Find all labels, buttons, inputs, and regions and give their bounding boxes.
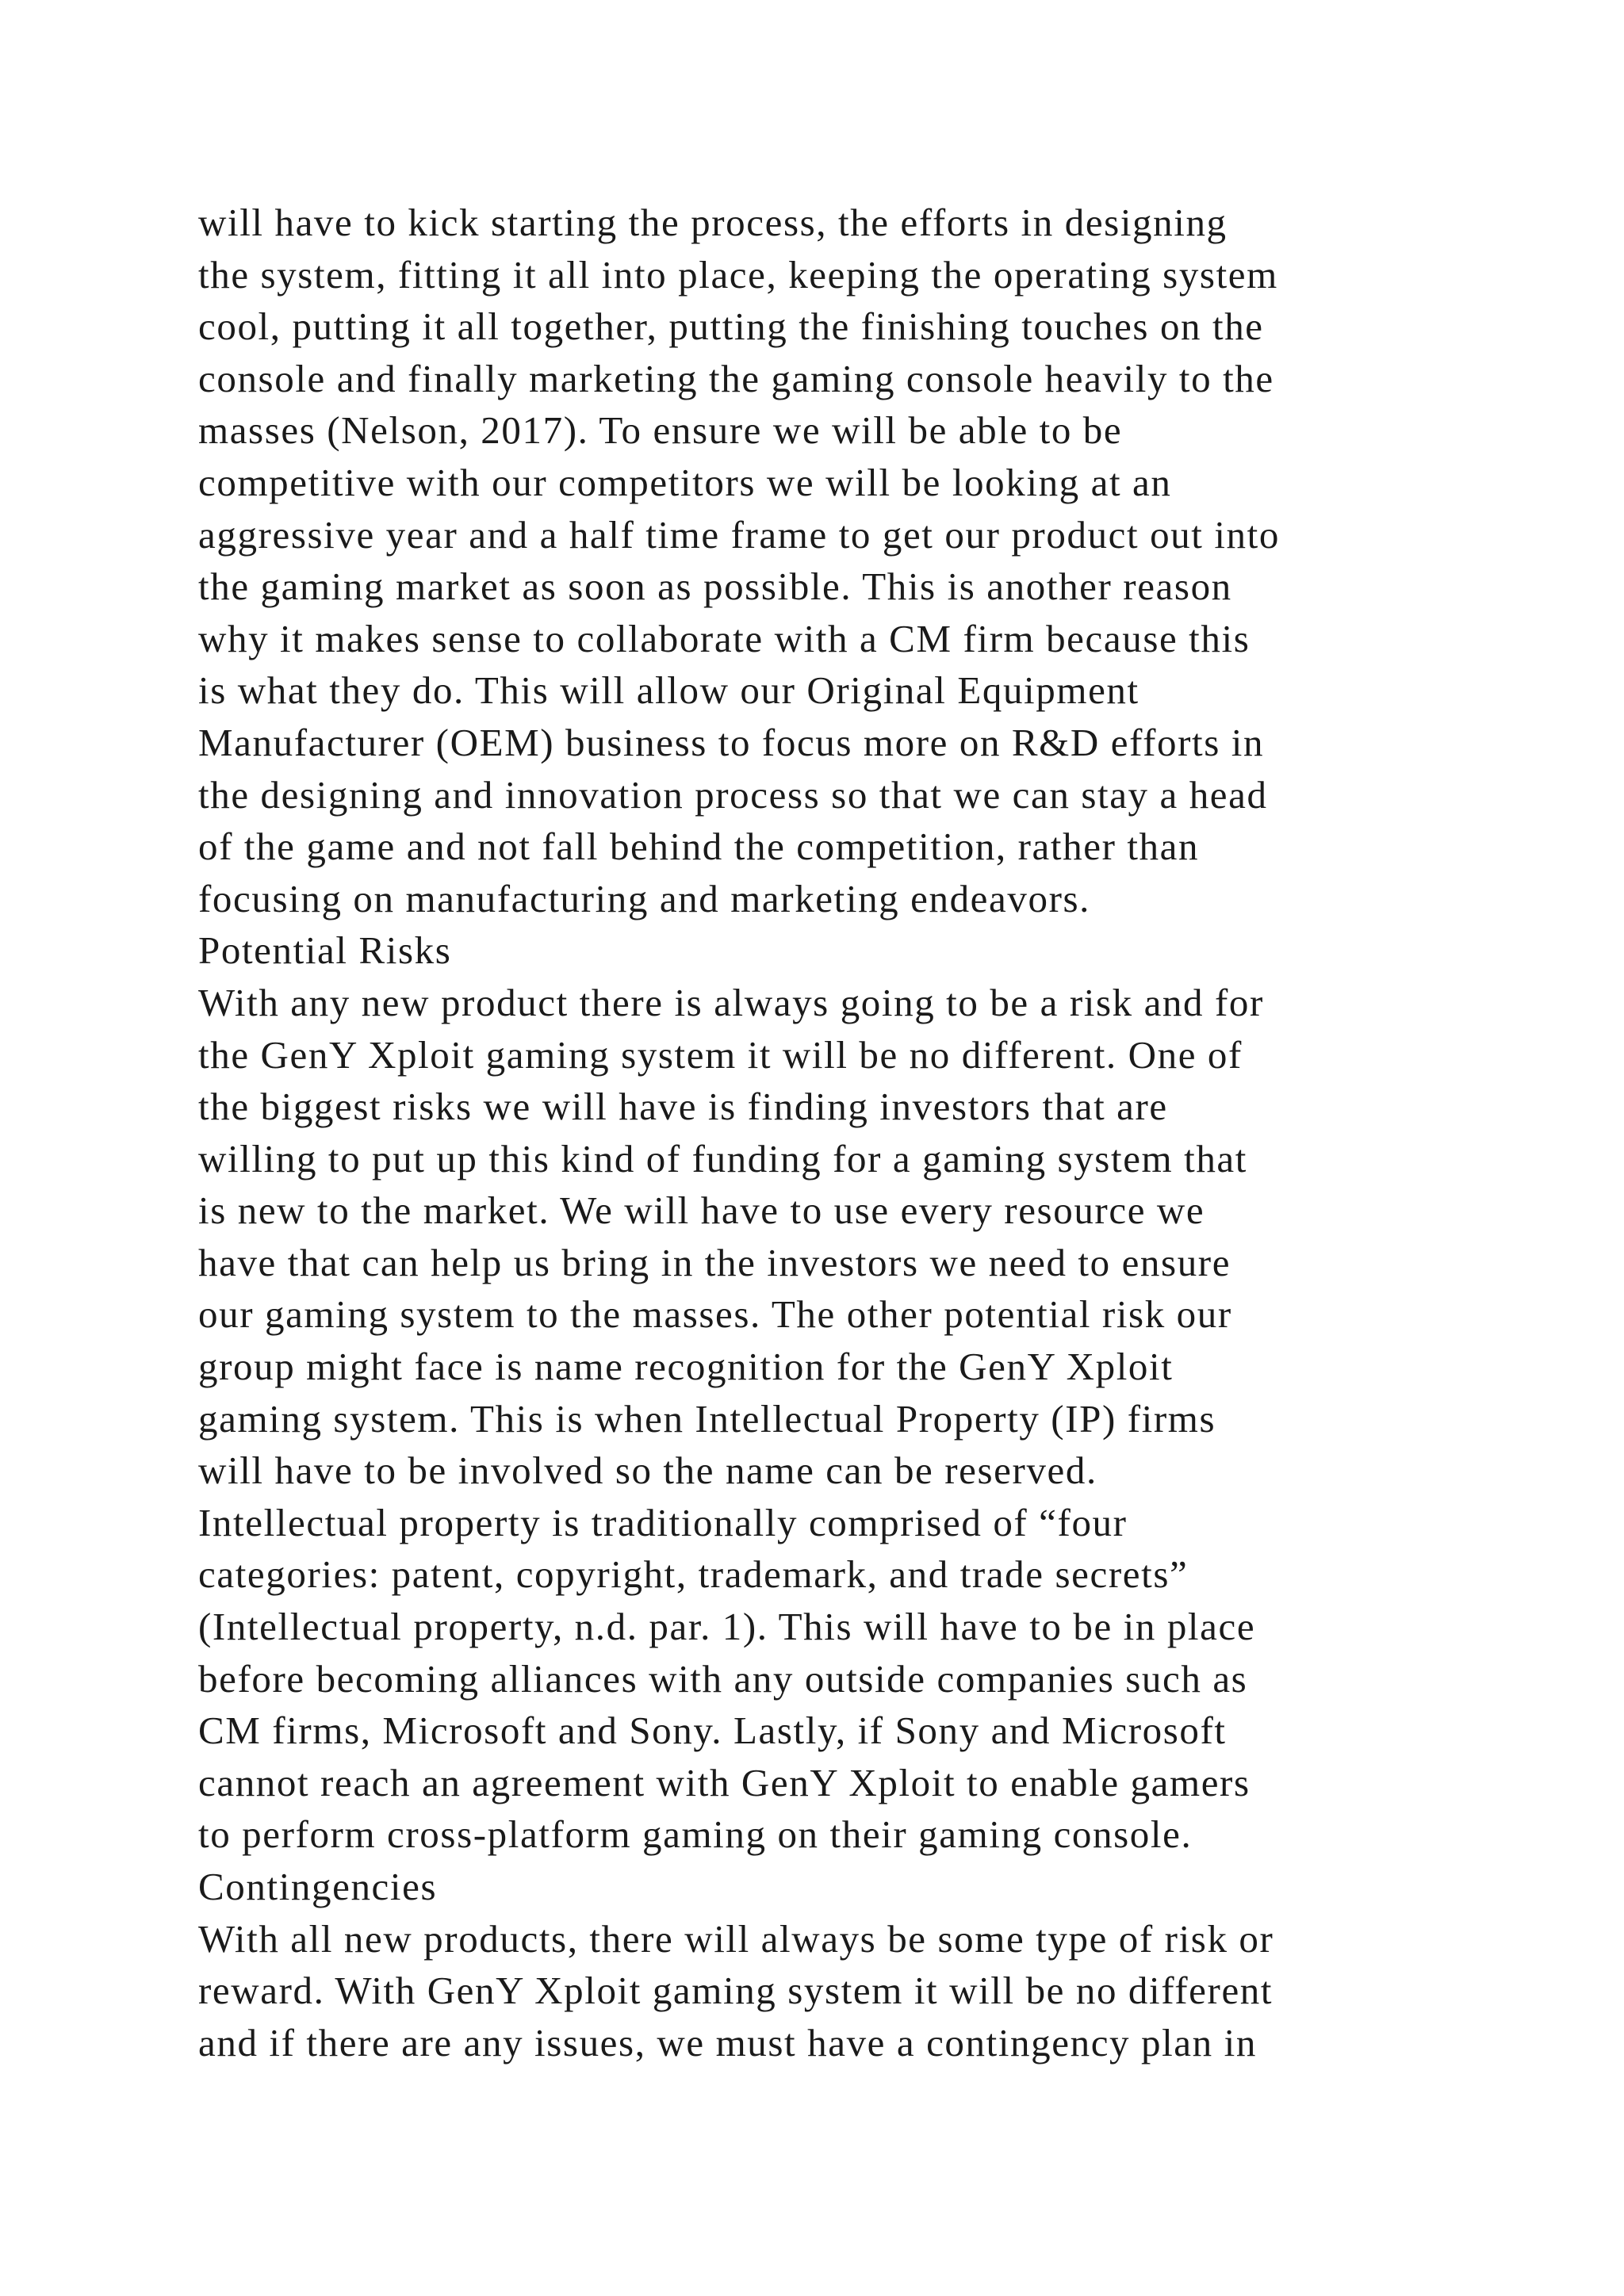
text-line: console and finally marketing the gaming console heavily to the bbox=[198, 356, 1274, 400]
text-line: before becoming alliances with any outside companies such as bbox=[198, 1656, 1248, 1701]
text-line: Manufacturer (OEM) business to focus more on R&D efforts in bbox=[198, 720, 1265, 764]
text-line: is new to the market. We will have to use every resource we bbox=[198, 1188, 1205, 1233]
text-line: of the game and not fall behind the competition, rather than bbox=[198, 825, 1200, 869]
text-line: will have to kick starting the process, the efforts in designing bbox=[198, 201, 1228, 244]
text-line: Intellectual property is traditionally comprised of “four bbox=[198, 1500, 1128, 1544]
text-line: the system, fitting it all into place, keeping the operating system bbox=[198, 252, 1278, 297]
text-line: categories: patent, copyright, trademark, and trade secrets” bbox=[198, 1552, 1189, 1597]
text-line: reward. With GenY Xploit gaming system it will be no different bbox=[198, 1969, 1274, 2013]
text-line: masses (Nelson, 2017). To ensure we will be able to be bbox=[198, 408, 1123, 453]
text-line: and if there are any issues, we must have a contingency plan in bbox=[198, 2020, 1257, 2064]
text-line: competitive with our competitors we will be looking at an bbox=[198, 460, 1172, 504]
text-line: cool, putting it all together, putting the finishing touches on the bbox=[198, 304, 1264, 349]
text-line: gaming system. This is when Intellectual Property (IP) firms bbox=[198, 1396, 1216, 1441]
section-heading-potential-risks: Potential Risks bbox=[198, 928, 452, 973]
text-line: CM firms, Microsoft and Sony. Lastly, if Sony and Microsoft bbox=[198, 1709, 1227, 1753]
text-line: group might face is name recognition for the GenY Xploit bbox=[198, 1345, 1174, 1389]
text-line: aggressive year and a half time frame to get our product out into bbox=[198, 512, 1280, 557]
text-line: focusing on manufacturing and marketing endeavors. bbox=[198, 876, 1091, 920]
text-line: why it makes sense to collaborate with a CM firm because this bbox=[198, 616, 1251, 660]
text-line: With any new product there is always going to be a risk and for bbox=[198, 980, 1264, 1024]
text-line: With all new products, there will always be some type of risk or bbox=[198, 1916, 1274, 1961]
text-line: the gaming market as soon as possible. This is another reason bbox=[198, 564, 1232, 609]
text-line: (Intellectual property, n.d. par. 1). This will have to be in place bbox=[198, 1605, 1256, 1649]
text-line: the GenY Xploit gaming system it will be no different. One of bbox=[198, 1032, 1243, 1077]
text-line: cannot reach an agreement with GenY Xploit to enable gamers bbox=[198, 1760, 1251, 1804]
text-line: will have to be involved so the name can be reserved. bbox=[198, 1448, 1097, 1493]
text-line: willing to put up this kind of funding for a gaming system that bbox=[198, 1136, 1247, 1181]
text-line: have that can help us bring in the investors we need to ensure bbox=[198, 1240, 1231, 1284]
text-line: is what they do. This will allow our Original Equipment bbox=[198, 668, 1139, 713]
section-heading-contingencies: Contingencies bbox=[198, 1865, 438, 1908]
text-line: to perform cross-platform gaming on their gaming console. bbox=[198, 1812, 1193, 1857]
body-text bbox=[198, 197, 1467, 2068]
text-line: the designing and innovation process so that we can stay a head bbox=[198, 772, 1268, 817]
text-line: our gaming system to the masses. The other potential risk our bbox=[198, 1292, 1232, 1337]
text-line: the biggest risks we will have is finding investors that are bbox=[198, 1085, 1168, 1129]
